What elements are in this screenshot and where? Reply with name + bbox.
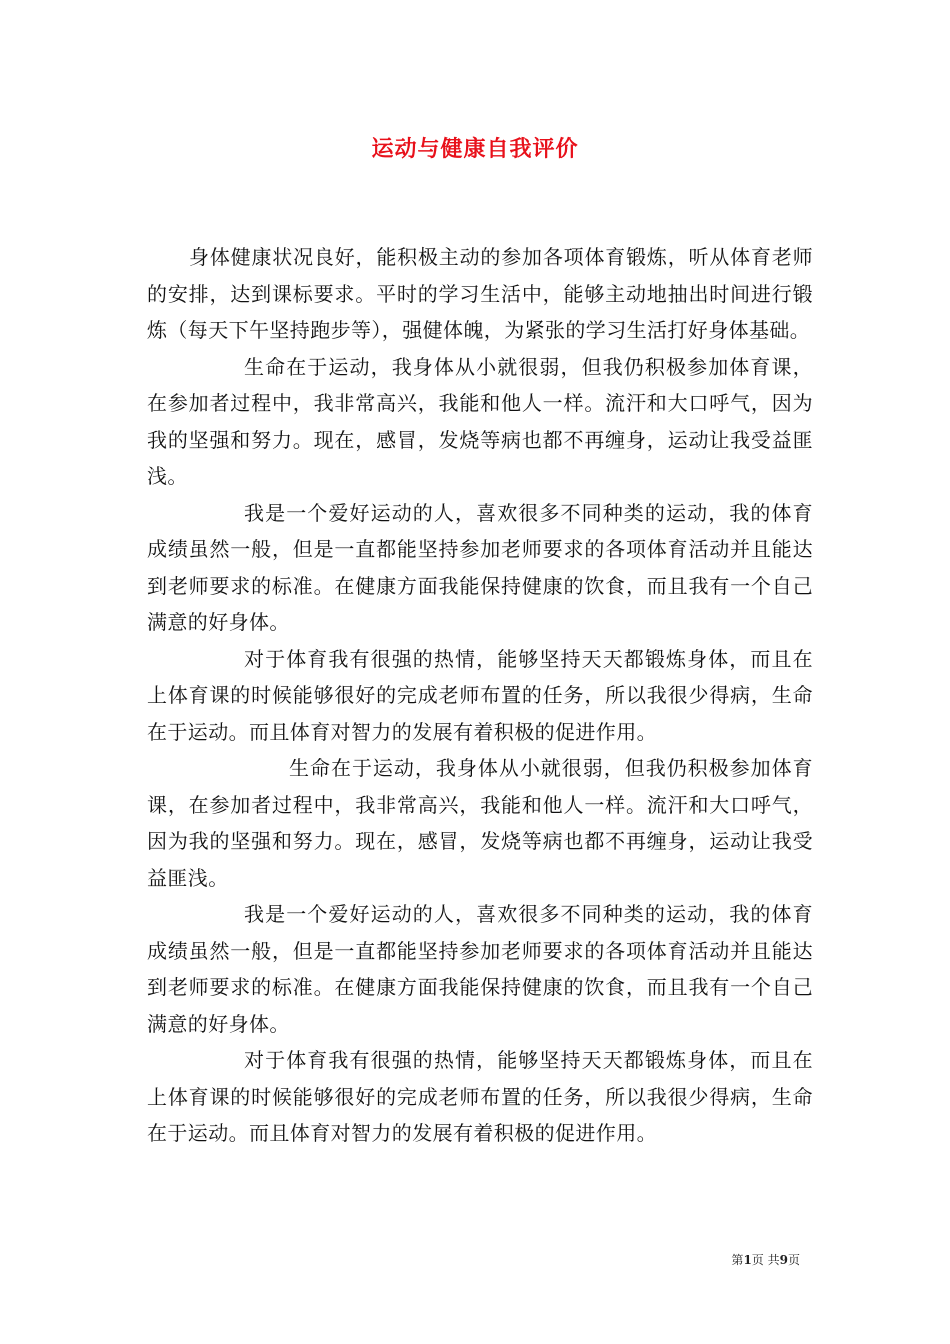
- paragraph: 身体健康状况良好，能积极主动的参加各项体育锻炼，听从体育老师的安排，达到课标要求。平时的学习生活中，能够主动地抽出时间进行锻炼（每天下午坚持跑步等），强健体魄，为紧张的学习生活打好身体基础。: [147, 245, 813, 342]
- paragraph: 对于体育我有很强的热情，能够坚持天天都锻炼身体，而且在上体育课的时候能够很好的完成老师布置的任务，所以我很少得病，生命在于运动。而且体育对智力的发展有着积极的促进作用。: [147, 1048, 813, 1145]
- footer-prefix: 第: [731, 1253, 744, 1267]
- footer-page-number: 1: [743, 1253, 752, 1267]
- page-footer: [731, 1251, 800, 1268]
- footer-suffix: 页: [787, 1253, 800, 1267]
- paragraph: 我是一个爱好运动的人，喜欢很多不同种类的运动，我的体育成绩虽然一般，但是一直都能坚持参加老师要求的各项体育活动并且能达到老师要求的标准。在健康方面我能保持健康的饮食，而且我有一个自己满意的好身体。: [147, 902, 813, 1036]
- paragraph: 对于体育我有很强的热情，能够坚持天天都锻炼身体，而且在上体育课的时候能够很好的完成老师布置的任务，所以我很少得病，生命在于运动。而且体育对智力的发展有着积极的促进作用。: [147, 646, 813, 744]
- document-title: 运动与健康自我评价: [371, 136, 579, 162]
- paragraph: 生命在于运动，我身体从小就很弱，但我仍积极参加体育课，在参加者过程中，我非常高兴，我能和他人一样。流汗和大口呼气，因为我的坚强和努力。现在，感冒，发烧等病也都不再缠身，运动让我受益匪浅。: [147, 756, 813, 890]
- document-body: [147, 239, 813, 1152]
- paragraph: 我是一个爱好运动的人，喜欢很多不同种类的运动，我的体育成绩虽然一般，但是一直都能坚持参加老师要求的各项体育活动并且能达到老师要求的标准。在健康方面我能保持健康的饮食，而且我有一个自己满意的好身体。: [147, 500, 813, 634]
- paragraph: 生命在于运动，我身体从小就很弱，但我仍积极参加体育课，在参加者过程中，我非常高兴，我能和他人一样。流汗和大口呼气，因为我的坚强和努力。现在，感冒，发烧等病也都不再缠身，运动让我受益匪浅。: [147, 354, 813, 488]
- footer-middle: 页 共: [751, 1253, 780, 1267]
- footer-total-pages: 9: [779, 1253, 788, 1267]
